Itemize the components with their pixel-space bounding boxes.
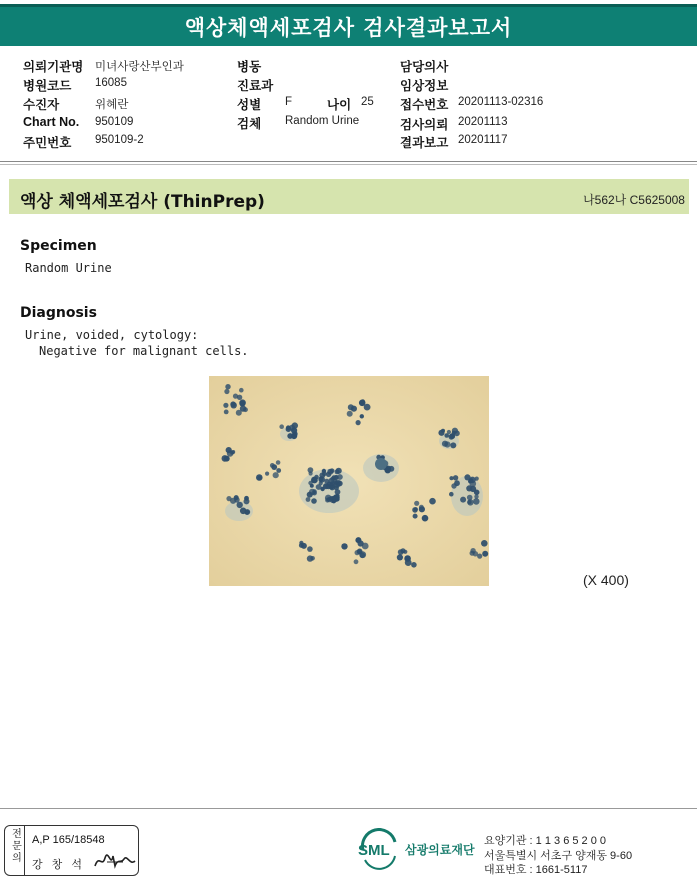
chart-no-value: 950109: [95, 116, 134, 128]
magnification-label: (X 400): [583, 572, 629, 588]
cell-nucleus: [222, 455, 229, 462]
doctor-label: 담당의사: [400, 60, 449, 74]
cell-nucleus: [405, 559, 412, 566]
phone-number: 대표번호 : 1661-5117: [484, 864, 588, 876]
cell-nucleus: [413, 514, 418, 519]
cell-nucleus: [360, 414, 364, 418]
stamp-license: A,P 165/18548: [32, 834, 105, 846]
cell-nucleus: [311, 477, 318, 484]
cell-nucleus: [481, 540, 488, 547]
divider-top-inner: [0, 164, 697, 165]
cell-nucleus: [322, 472, 327, 477]
cell-nucleus: [332, 499, 336, 503]
receipt-no-value: 20201113-02316: [458, 96, 544, 108]
cell-nucleus: [397, 554, 403, 560]
cell-nucleus: [244, 496, 249, 501]
report-date-value: 20201117: [458, 134, 508, 146]
cell-nucleus: [310, 484, 314, 488]
cell-nucleus: [224, 410, 229, 415]
receipt-no-label: 접수번호: [400, 98, 449, 112]
cell-nucleus: [468, 479, 472, 483]
cell-nucleus: [265, 472, 269, 476]
cell-nucleus: [293, 434, 298, 439]
institution-value: 미녀사랑산부인과: [95, 61, 184, 73]
specimen-heading: Specimen: [20, 238, 97, 254]
diagnosis-line-1: Urine, voided, cytology:: [25, 328, 199, 342]
cell-nucleus: [449, 492, 454, 497]
cell-nucleus: [226, 496, 231, 501]
signature: [93, 850, 137, 872]
dept-label: 진료과: [237, 79, 274, 93]
id-no-value: 950109-2: [95, 134, 144, 146]
cell-nucleus: [327, 482, 331, 486]
cell-nucleus: [233, 394, 238, 399]
cell-nucleus: [276, 460, 281, 465]
cell-nucleus: [364, 404, 371, 411]
cell-nucleus: [354, 559, 359, 564]
chart-no-label: Chart No.: [23, 115, 80, 129]
cell-nucleus: [256, 474, 263, 481]
cell-nucleus: [355, 537, 361, 543]
microscopy-cells: [209, 376, 489, 586]
sex-value: F: [285, 96, 293, 108]
cell-nucleus: [306, 497, 311, 502]
cell-nucleus: [398, 549, 404, 555]
cell-nucleus: [301, 543, 307, 549]
cell-nucleus: [231, 450, 235, 454]
cell-nucleus: [470, 486, 476, 492]
cell-nucleus: [271, 464, 277, 470]
cell-nucleus: [475, 477, 479, 481]
institution-code: 요양기관 : 1 1 3 6 5 2 0 0: [484, 835, 607, 847]
cell-nucleus: [291, 427, 297, 433]
cell-nucleus: [467, 499, 473, 505]
cell-nucleus: [422, 515, 429, 522]
sex-label: 성별: [237, 98, 262, 112]
cell-nucleus: [438, 430, 444, 436]
cell-nucleus: [234, 497, 240, 503]
cell-nucleus: [231, 402, 237, 408]
cell-nucleus: [361, 399, 365, 403]
pathologist-stamp: [4, 825, 139, 876]
cell-nucleus: [307, 546, 313, 552]
clinical-info-label: 임상정보: [400, 79, 449, 93]
specimen-type-value: Random Urine: [285, 115, 360, 127]
cell-nucleus: [482, 551, 488, 557]
cell-nucleus: [237, 502, 243, 508]
stamp-title-text: 전문의: [9, 828, 21, 864]
cell-nucleus: [356, 420, 361, 425]
cell-nucleus: [347, 411, 353, 417]
cell-nucleus: [287, 433, 293, 439]
stamp-name: 강 창 석: [32, 859, 85, 871]
cell-nucleus: [449, 434, 455, 440]
cell-nucleus: [355, 550, 360, 555]
test-section-code: 나562나 C5625008: [583, 193, 685, 207]
organization-name: 삼광의료재단: [405, 843, 475, 857]
cell-nucleus: [337, 481, 343, 487]
cell-nucleus: [330, 468, 335, 473]
test-section-title: 액상 체액세포검사 (ThinPrep): [20, 192, 265, 212]
request-date-value: 20201113: [458, 116, 508, 128]
specimen-type-label: 검체: [237, 117, 262, 131]
cell-nucleus: [334, 475, 339, 480]
cell-nucleus: [451, 483, 456, 488]
test-section-bar: [9, 179, 689, 214]
address: 서울특별시 서초구 양재동 9-60: [484, 850, 633, 862]
patient-value: 위혜란: [95, 99, 129, 111]
ward-label: 병동: [237, 60, 262, 74]
microscopy-image: [209, 376, 489, 586]
cell-nucleus: [412, 507, 418, 513]
report-title-bar: [0, 4, 697, 46]
cell-nucleus: [225, 384, 230, 389]
age-label: 나이: [327, 98, 352, 112]
report-title: 액상체액세포검사 검사결과보고서: [184, 15, 513, 40]
cell-nucleus: [312, 489, 317, 494]
hospital-code-label: 병원코드: [23, 79, 72, 93]
id-no-label: 주민번호: [23, 136, 72, 150]
cell-nucleus: [273, 472, 279, 478]
large-cell-nucleus: [375, 458, 387, 470]
patient-info-block: [0, 52, 697, 152]
cell-nucleus: [279, 424, 284, 429]
cell-nucleus: [224, 389, 229, 394]
cell-nucleus: [239, 388, 244, 393]
cell-nucleus: [442, 441, 448, 447]
footer-divider: [0, 808, 697, 809]
cell-nucleus: [341, 543, 347, 549]
cell-nucleus: [309, 471, 313, 475]
logo-text: SML: [358, 842, 390, 859]
request-date-label: 검사의뢰: [400, 118, 449, 132]
report-date-label: 결과보고: [400, 136, 449, 150]
sml-logo-icon: [357, 828, 401, 872]
diagnosis-line-2: Negative for malignant cells.: [39, 344, 249, 358]
cell-nucleus: [223, 403, 228, 408]
cell-nucleus: [311, 498, 317, 504]
cell-nucleus: [444, 433, 449, 438]
cell-nucleus: [473, 551, 478, 556]
cell-nucleus: [334, 485, 339, 490]
cell-nucleus: [454, 430, 460, 436]
cell-nucleus: [359, 551, 366, 558]
cell-nucleus: [325, 498, 330, 503]
cell-nucleus: [336, 468, 342, 474]
cell-nucleus: [307, 555, 313, 561]
hospital-code-value: 16085: [95, 77, 127, 89]
cell-nucleus: [286, 426, 292, 432]
divider-top: [0, 161, 697, 162]
cell-nucleus: [419, 506, 425, 512]
cell-nucleus: [319, 481, 323, 485]
patient-label: 수진자: [23, 98, 60, 112]
institution-label: 의뢰기관명: [23, 60, 84, 74]
cell-nucleus: [460, 497, 466, 503]
stamp-title: [5, 826, 25, 875]
age-value: 25: [361, 96, 374, 108]
cell-nucleus: [429, 498, 436, 505]
cell-nucleus: [240, 405, 246, 411]
cell-nucleus: [450, 442, 456, 448]
cell-nucleus: [414, 501, 419, 506]
cell-nucleus: [473, 498, 480, 505]
diagnosis-heading: Diagnosis: [20, 305, 97, 321]
cell-nucleus: [276, 468, 281, 473]
cell-nucleus: [453, 475, 458, 480]
cell-nucleus: [348, 404, 354, 410]
cell-nucleus: [449, 476, 453, 480]
cell-nucleus: [245, 510, 250, 515]
cell-nucleus: [411, 562, 417, 568]
cell-nucleus: [403, 550, 407, 554]
specimen-text: Random Urine: [25, 261, 112, 275]
